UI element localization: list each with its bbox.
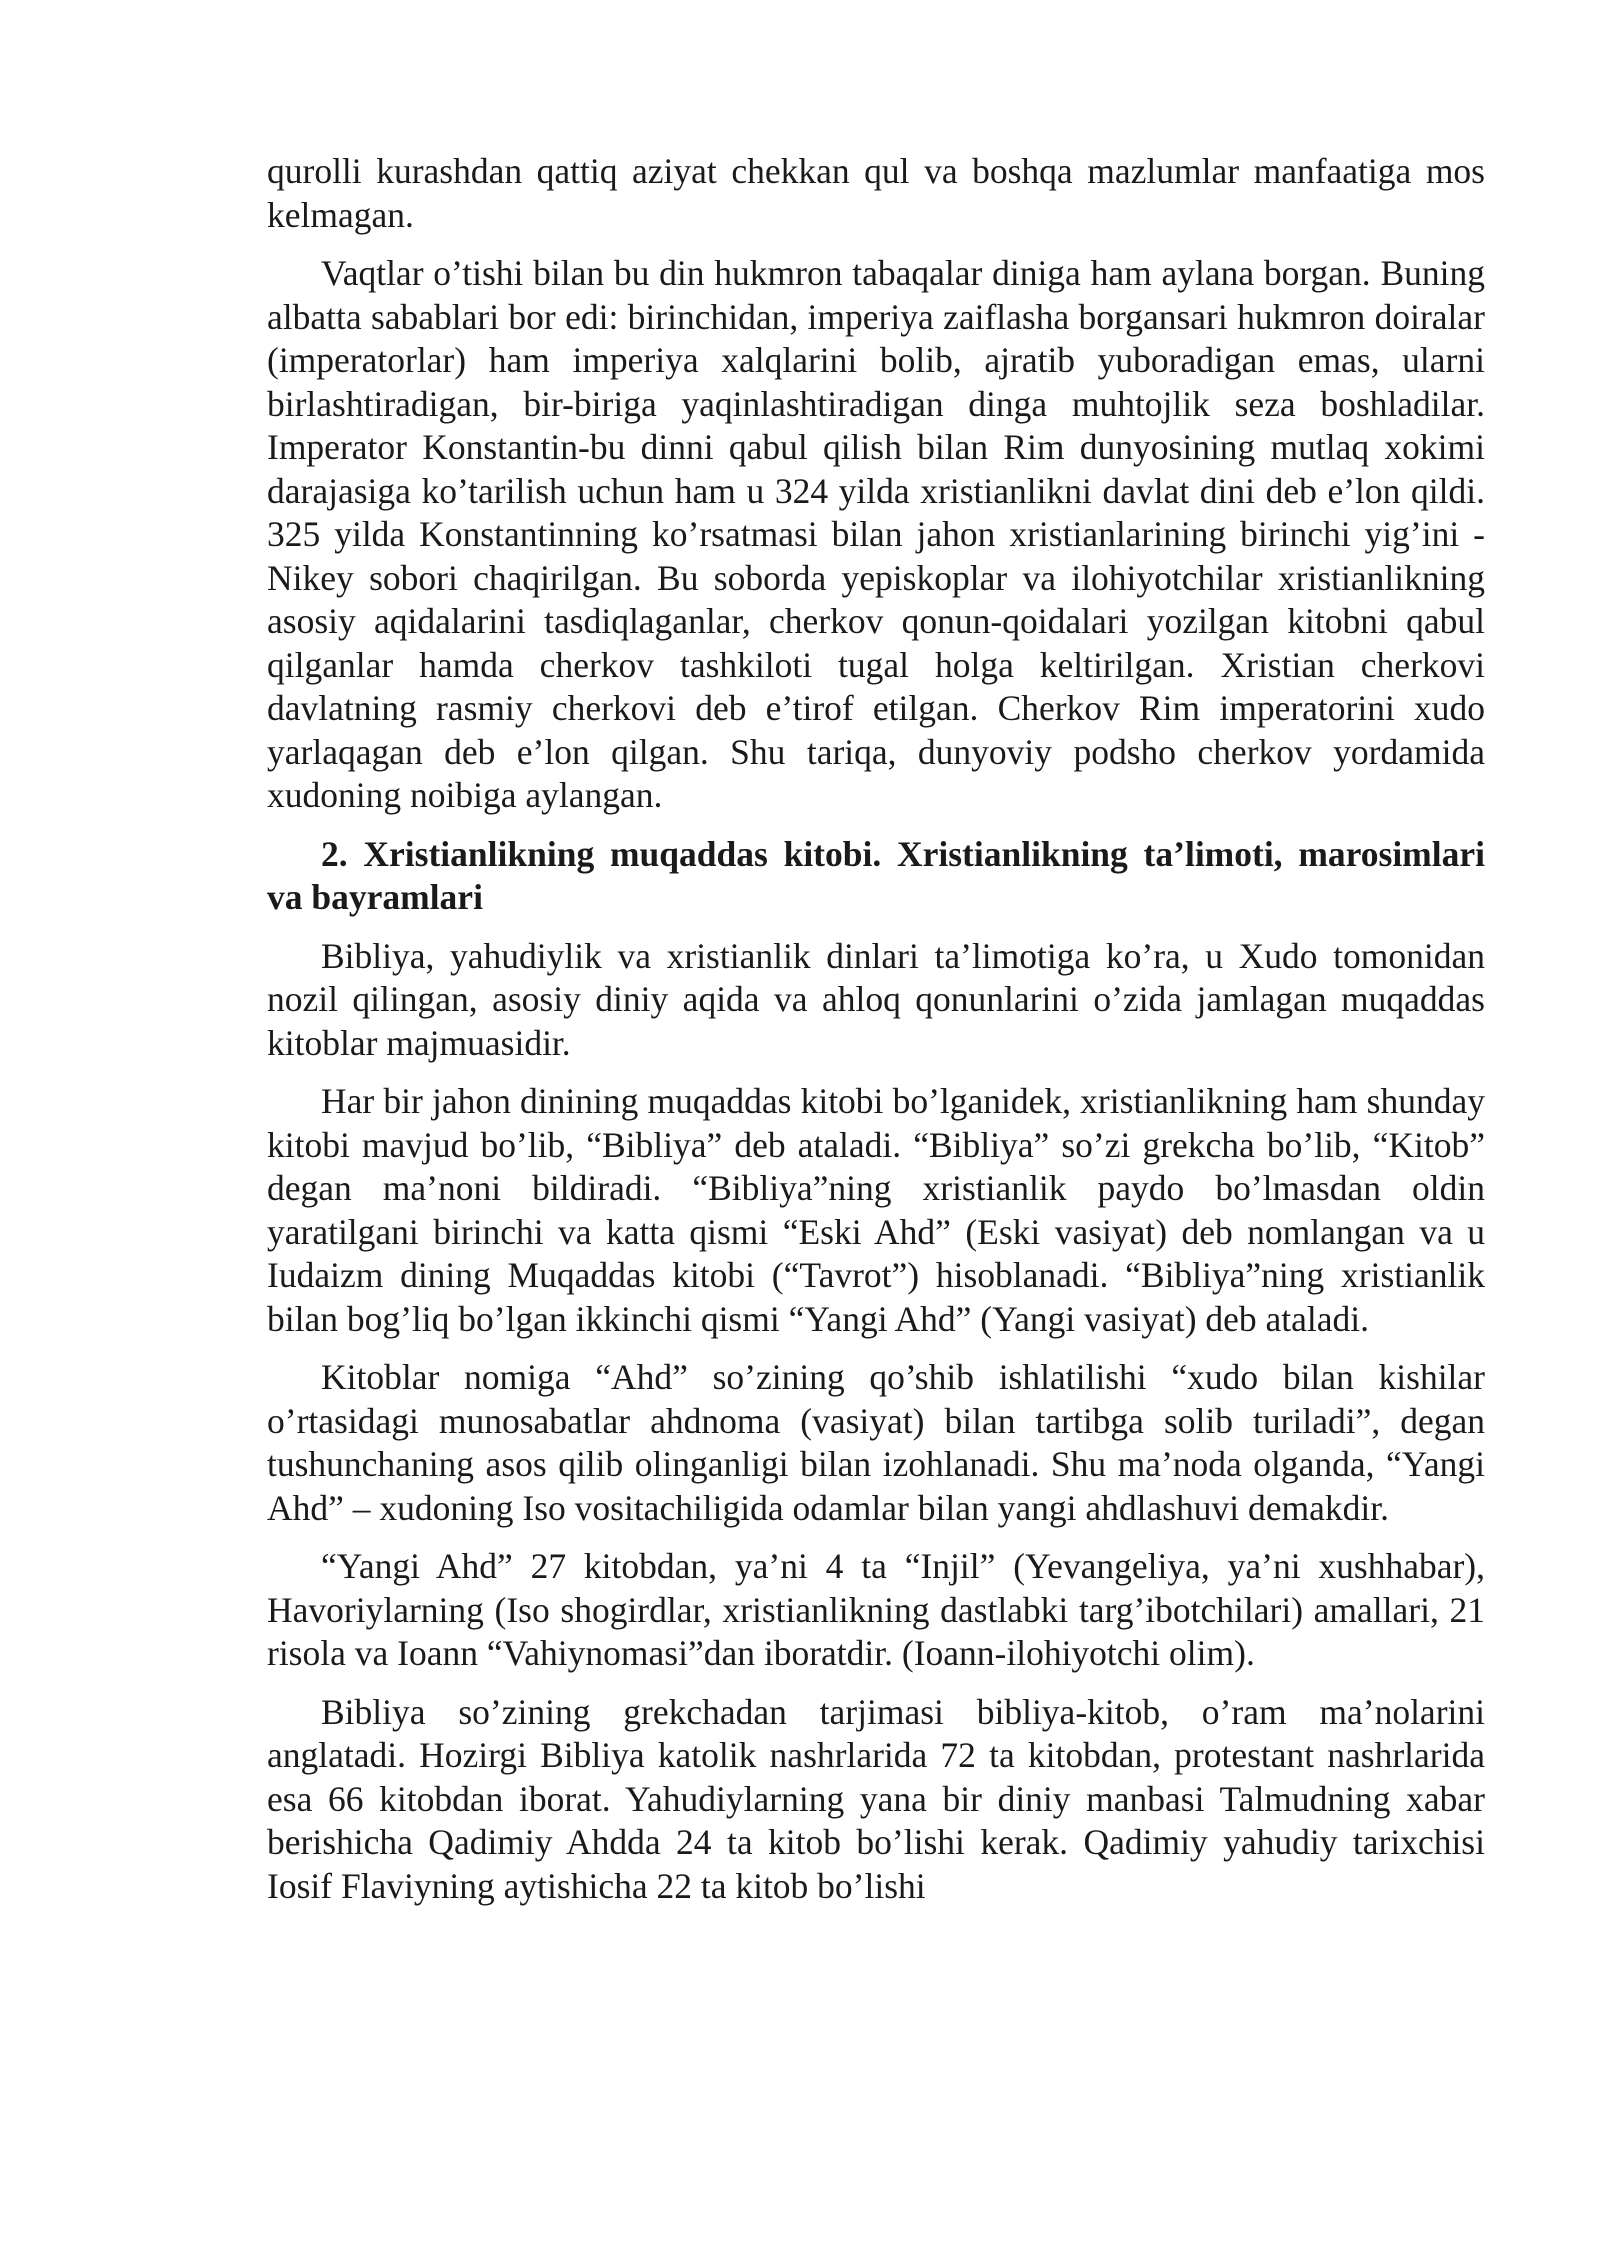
paragraph-continuation: qurolli kurashdan qattiq aziyat chekkan qul va boshqa mazlumlar manfaatiga mos kelmagan. xyxy=(267,151,1485,235)
section-heading: 2. Xristianlikning muqaddas kitobi. Xristianlikning ta’limoti, marosimlari va bayramlari xyxy=(267,833,1485,917)
paragraph-ahd-meaning: Kitoblar nomiga “Ahd” so’zining qo’shib ishlatilishi “xudo bilan kishilar o’rtasidagi munosabatlar ahdnoma (vasiyat) bilan tartibga solib turiladi”, degan tushunchaning asos qilib olinganligi bilan izohlanadi. Shu ma’noda olganda, “Yangi Ahd” – xudoning Iso vositachiligida odamlar bilan yangi ahdlashuvi demakdir. xyxy=(267,1357,1485,1528)
paragraph-new-testament-books: “Yangi Ahd” 27 kitobdan, ya’ni 4 ta “Injil” (Yevangeliya, ya’ni xushhabar), Havoriylarning (Iso shogirdlar, xristianlikning dastlabki targ’ibotchilari) amallari, 21 risola va Ioann “Vahiynomasi”dan iboratdir. (Ioann-ilohiyotchi olim). xyxy=(267,1546,1485,1673)
paragraph-bible-translation: Bibliya so’zining grekchadan tarjimasi bibliya-kitob, o’ram ma’nolarini anglatadi. Hozirgi Bibliya katolik nashrlarida 72 ta kitobdan, protestant nashrlarida esa 66 kitobdan iborat. Yahudiylarning yana bir diniy manbasi Talmudning xabar berishicha Qadimiy Ahdda 24 ta kitob bo’lishi kerak. Qadimiy yahudiy tarixchisi Iosif Flaviyning aytishicha 22 ta kitob bo’lishi xyxy=(267,1691,1485,1906)
paragraph-bible-definition: Bibliya, yahudiylik va xristianlik dinlari ta’limotiga ko’ra, u Xudo tomonidan nozil qilingan, asosiy diniy aqida va ahloq qonunlarini o’zida jamlagan muqaddas kitoblar majmuasidir. xyxy=(267,935,1485,1063)
paragraph-bible-parts: Har bir jahon dinining muqaddas kitobi bo’lganidek, xristianlikning ham shunday kitobi mavjud bo’lib, “Bibliya” deb ataladi. “Bibliya” so’zi grekcha bo’lib, “Kitob” degan ma’noni bildiradi. “Bibliya”ning xristianlik paydo bo’lmasdan oldin yaratilgani birinchi va katta qismi “Eski Ahd” (Eski vasiyat) deb nomlangan va u Iudaizm dining Muqaddas kitobi (“Tavrot”) hisoblanadi. “Bibliya”ning xristianlik bilan bog’liq bo’lgan ikkinchi qismi “Yangi Ahd” (Yangi vasiyat) deb ataladi. xyxy=(267,1081,1485,1339)
paragraph-christianity-state-religion: Vaqtlar o’tishi bilan bu din hukmron tabaqalar diniga ham aylana borgan. Buning albatta sabablari bor edi: birinchidan, imperiya zaiflasha borgansari hukmron doiralar (imperatorlar) ham imperiya xalqlarini bolib, ajratib yuboradigan emas, ularni birlashtiradigan, bir-biriga yaqinlashtiradigan dinga muhtojlik seza boshladilar. Imperator Konstantin-bu dinni qabul qilish bilan Rim dunyosining mutlaq xokimi darajasiga ko’tarilish uchun ham u 324 yilda xristianlikni davlat dini deb e’lon qildi. 325 yilda Konstantinning ko’rsatmasi bilan jahon xristianlarining birinchi yig’ini - Nikey sobori chaqirilgan. Bu soborda yepiskoplar va ilohiyotchilar xristianlikning asosiy aqidalarini tasdiqlaganlar, cherkov qonun-qoidalari yozilgan kitobni qabul qilganlar hamda cherkov tashkiloti tugal holga keltirilgan. Xristian cherkovi davlatning rasmiy cherkovi deb e’tirof etilgan. Cherkov Rim imperatorini xudo yarlaqagan deb e’lon qilgan. Shu tariqa, dunyoviy podsho cherkov yordamida xudoning noibiga aylangan. xyxy=(267,253,1485,815)
document-page xyxy=(267,150,1485,1923)
